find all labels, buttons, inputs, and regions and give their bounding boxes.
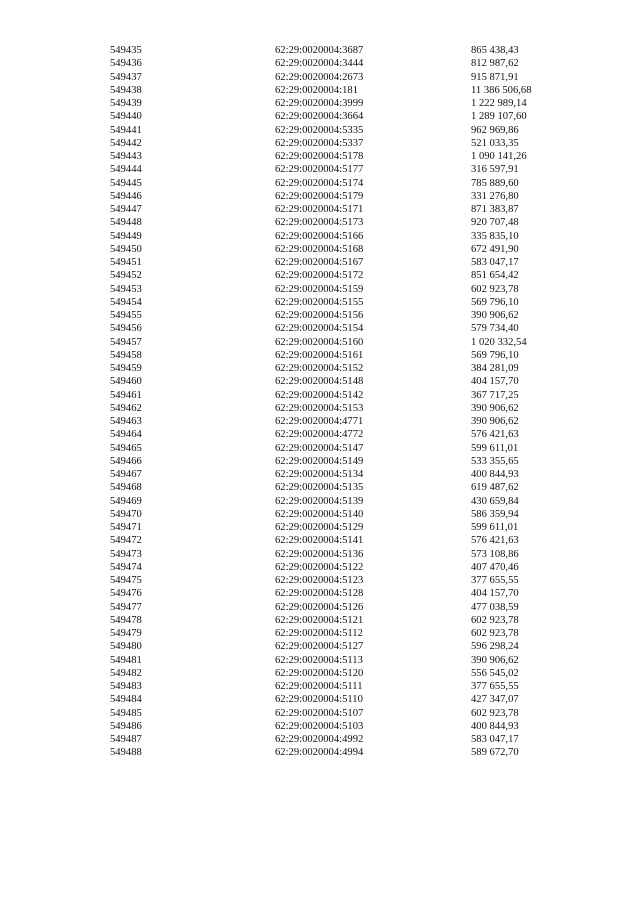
cadastral-value: 586 359,94 bbox=[471, 508, 519, 520]
cadastral-value: 390 906,62 bbox=[471, 654, 519, 666]
cadastral-number: 62:29:0020004:2673 bbox=[275, 71, 364, 83]
cadastral-value: 865 438,43 bbox=[471, 45, 519, 56]
cadastral-number: 62:29:0020004:5174 bbox=[275, 177, 364, 189]
row-number: 549451 bbox=[110, 257, 142, 268]
cadastral-number: 62:29:0020004:4771 bbox=[275, 416, 364, 427]
cadastral-number: 62:29:0020004:181 bbox=[275, 84, 358, 96]
table-row bbox=[110, 640, 590, 653]
cadastral-value: 556 545,02 bbox=[471, 667, 519, 679]
table-row bbox=[110, 177, 590, 190]
cadastral-value: 576 421,63 bbox=[471, 535, 519, 547]
table-row bbox=[110, 389, 590, 402]
table-row bbox=[110, 163, 590, 176]
cadastral-number: 62:29:0020004:5149 bbox=[275, 455, 364, 467]
cadastral-value: 1 020 332,54 bbox=[471, 336, 527, 348]
row-number: 549462 bbox=[110, 402, 142, 414]
cadastral-number: 62:29:0020004:5127 bbox=[275, 641, 364, 653]
table-row bbox=[110, 203, 590, 216]
row-number: 549443 bbox=[110, 151, 142, 162]
cadastral-value: 335 835,10 bbox=[471, 230, 519, 242]
table-row bbox=[110, 693, 590, 706]
table-row bbox=[110, 322, 590, 335]
row-number: 549442 bbox=[110, 137, 142, 149]
cadastral-value: 569 796,10 bbox=[471, 296, 519, 308]
cadastral-value: 1 222 989,14 bbox=[471, 98, 527, 109]
cadastral-value: 812 987,62 bbox=[471, 58, 519, 70]
table-row bbox=[110, 481, 590, 494]
table-row bbox=[110, 296, 590, 309]
row-number: 549468 bbox=[110, 482, 142, 494]
cadastral-value: 915 871,91 bbox=[471, 71, 519, 83]
row-number: 549483 bbox=[110, 681, 142, 692]
cadastral-number: 62:29:0020004:5152 bbox=[275, 363, 364, 374]
cadastral-number: 62:29:0020004:5110 bbox=[275, 694, 363, 706]
cadastral-number: 62:29:0020004:5337 bbox=[275, 137, 364, 149]
row-number: 549447 bbox=[110, 204, 142, 215]
cadastral-value: 569 796,10 bbox=[471, 349, 519, 361]
cadastral-value: 521 033,35 bbox=[471, 137, 519, 149]
cadastral-value: 390 906,62 bbox=[471, 416, 519, 427]
cadastral-number: 62:29:0020004:5111 bbox=[275, 681, 363, 692]
cadastral-number: 62:29:0020004:5177 bbox=[275, 164, 364, 176]
cadastral-value: 785 889,60 bbox=[471, 177, 519, 189]
cadastral-value: 672 491,90 bbox=[471, 243, 519, 255]
row-number: 549437 bbox=[110, 71, 142, 83]
cadastral-number: 62:29:0020004:5167 bbox=[275, 257, 364, 268]
cadastral-number: 62:29:0020004:5141 bbox=[275, 535, 364, 547]
cadastral-value: 407 470,46 bbox=[471, 561, 519, 573]
table-row bbox=[110, 110, 590, 123]
table-row bbox=[110, 349, 590, 362]
table-row bbox=[110, 415, 590, 428]
row-number: 549459 bbox=[110, 363, 142, 374]
row-number: 549448 bbox=[110, 217, 142, 229]
row-number: 549480 bbox=[110, 641, 142, 653]
row-number: 549484 bbox=[110, 694, 142, 706]
table-row bbox=[110, 336, 590, 349]
cadastral-value: 573 108,86 bbox=[471, 548, 519, 560]
cadastral-value: 404 157,70 bbox=[471, 588, 519, 600]
row-number: 549435 bbox=[110, 45, 142, 56]
cadastral-number: 62:29:0020004:5121 bbox=[275, 614, 364, 626]
cadastral-number: 62:29:0020004:5129 bbox=[275, 522, 364, 533]
cadastral-value: 579 734,40 bbox=[471, 323, 519, 335]
cadastral-number: 62:29:0020004:5178 bbox=[275, 151, 364, 162]
row-number: 549471 bbox=[110, 522, 142, 533]
table-row bbox=[110, 84, 590, 97]
cadastral-value: 871 383,87 bbox=[471, 204, 519, 215]
table-row bbox=[110, 216, 590, 229]
cadastral-value: 477 038,59 bbox=[471, 601, 519, 613]
cadastral-value: 920 707,48 bbox=[471, 217, 519, 229]
cadastral-number: 62:29:0020004:5139 bbox=[275, 495, 364, 507]
row-number: 549481 bbox=[110, 654, 142, 666]
cadastral-number: 62:29:0020004:3444 bbox=[275, 58, 364, 70]
table-row bbox=[110, 707, 590, 720]
table-row bbox=[110, 57, 590, 70]
cadastral-value: 596 298,24 bbox=[471, 641, 519, 653]
cadastral-value: 400 844,93 bbox=[471, 720, 519, 732]
row-number: 549441 bbox=[110, 124, 142, 136]
cadastral-value: 583 047,17 bbox=[471, 734, 519, 745]
row-number: 549486 bbox=[110, 720, 142, 732]
cadastral-value: 583 047,17 bbox=[471, 257, 519, 268]
row-number: 549450 bbox=[110, 243, 142, 255]
row-number: 549467 bbox=[110, 469, 142, 480]
row-number: 549439 bbox=[110, 98, 142, 109]
cadastral-value: 599 611,01 bbox=[471, 522, 519, 533]
cadastral-value: 377 655,55 bbox=[471, 575, 519, 586]
cadastral-value: 427 347,07 bbox=[471, 694, 519, 706]
table-row bbox=[110, 614, 590, 627]
cadastral-number: 62:29:0020004:5173 bbox=[275, 217, 364, 229]
row-number: 549485 bbox=[110, 707, 142, 719]
cadastral-number: 62:29:0020004:5168 bbox=[275, 243, 364, 255]
cadastral-number: 62:29:0020004:5128 bbox=[275, 588, 364, 600]
cadastral-number: 62:29:0020004:3999 bbox=[275, 98, 364, 109]
row-number: 549460 bbox=[110, 376, 142, 388]
cadastral-number: 62:29:0020004:5103 bbox=[275, 720, 364, 732]
table-row bbox=[110, 508, 590, 521]
table-row bbox=[110, 44, 590, 57]
row-number: 549438 bbox=[110, 84, 142, 96]
table-row bbox=[110, 375, 590, 388]
cadastral-value: 316 597,91 bbox=[471, 164, 519, 176]
cadastral-number: 62:29:0020004:5123 bbox=[275, 575, 364, 586]
cadastral-value: 962 969,86 bbox=[471, 124, 519, 136]
cadastral-number: 62:29:0020004:5160 bbox=[275, 336, 364, 348]
table-row bbox=[110, 455, 590, 468]
table-row bbox=[110, 230, 590, 243]
row-number: 549440 bbox=[110, 111, 142, 123]
cadastral-number: 62:29:0020004:4772 bbox=[275, 429, 364, 441]
cadastral-number: 62:29:0020004:5120 bbox=[275, 667, 364, 679]
cadastral-value: 11 386 506,68 bbox=[471, 84, 532, 96]
cadastral-value: 602 923,78 bbox=[471, 614, 519, 626]
row-number: 549475 bbox=[110, 575, 142, 586]
table-row bbox=[110, 243, 590, 256]
row-number: 549479 bbox=[110, 628, 142, 639]
cadastral-value: 576 421,63 bbox=[471, 429, 519, 441]
row-number: 549455 bbox=[110, 310, 142, 321]
row-number: 549454 bbox=[110, 296, 142, 308]
table-row bbox=[110, 283, 590, 296]
cadastral-number: 62:29:0020004:5155 bbox=[275, 296, 364, 308]
table-row bbox=[110, 124, 590, 137]
row-number: 549473 bbox=[110, 548, 142, 560]
cadastral-number: 62:29:0020004:5154 bbox=[275, 323, 364, 335]
cadastral-number: 62:29:0020004:5172 bbox=[275, 270, 364, 282]
cadastral-value: 1 289 107,60 bbox=[471, 111, 527, 123]
cadastral-number: 62:29:0020004:5171 bbox=[275, 204, 364, 215]
table-row bbox=[110, 680, 590, 693]
cadastral-number: 62:29:0020004:5335 bbox=[275, 124, 364, 136]
cadastral-number: 62:29:0020004:5136 bbox=[275, 548, 364, 560]
row-number: 549488 bbox=[110, 747, 142, 759]
cadastral-number: 62:29:0020004:5112 bbox=[275, 628, 363, 639]
cadastral-number: 62:29:0020004:3687 bbox=[275, 45, 364, 56]
row-number: 549458 bbox=[110, 349, 142, 361]
table-row bbox=[110, 667, 590, 680]
table-row bbox=[110, 402, 590, 415]
cadastral-value: 377 655,55 bbox=[471, 681, 519, 692]
row-number: 549470 bbox=[110, 508, 142, 520]
cadastral-value: 619 487,62 bbox=[471, 482, 519, 494]
table-row bbox=[110, 733, 590, 746]
cadastral-number: 62:29:0020004:3664 bbox=[275, 111, 364, 123]
table-row bbox=[110, 309, 590, 322]
cadastral-number: 62:29:0020004:5122 bbox=[275, 561, 364, 573]
row-number: 549487 bbox=[110, 734, 142, 745]
cadastral-value: 602 923,78 bbox=[471, 707, 519, 719]
cadastral-number: 62:29:0020004:5107 bbox=[275, 707, 364, 719]
cadastral-value: 1 090 141,26 bbox=[471, 151, 527, 162]
row-number: 549465 bbox=[110, 442, 142, 454]
row-number: 549456 bbox=[110, 323, 142, 335]
cadastral-value: 390 906,62 bbox=[471, 402, 519, 414]
table-row bbox=[110, 150, 590, 163]
row-number: 549446 bbox=[110, 190, 142, 202]
table-row bbox=[110, 137, 590, 150]
cadastral-number: 62:29:0020004:5135 bbox=[275, 482, 364, 494]
cadastral-number: 62:29:0020004:5156 bbox=[275, 310, 364, 321]
row-number: 549482 bbox=[110, 667, 142, 679]
cadastral-number: 62:29:0020004:5134 bbox=[275, 469, 364, 480]
cadastral-number: 62:29:0020004:5140 bbox=[275, 508, 364, 520]
row-number: 549476 bbox=[110, 588, 142, 600]
cadastral-value: 400 844,93 bbox=[471, 469, 519, 480]
cadastral-value: 430 659,84 bbox=[471, 495, 519, 507]
cadastral-number: 62:29:0020004:5161 bbox=[275, 349, 364, 361]
row-number: 549478 bbox=[110, 614, 142, 626]
row-number: 549472 bbox=[110, 535, 142, 547]
row-number: 549453 bbox=[110, 283, 142, 295]
cadastral-value: 602 923,78 bbox=[471, 283, 519, 295]
table-row bbox=[110, 269, 590, 282]
table-row bbox=[110, 587, 590, 600]
table-row bbox=[110, 442, 590, 455]
table-row bbox=[110, 468, 590, 481]
cadastral-value: 384 281,09 bbox=[471, 363, 519, 374]
table-row bbox=[110, 521, 590, 534]
row-number: 549436 bbox=[110, 58, 142, 70]
table-row bbox=[110, 495, 590, 508]
cadastral-number: 62:29:0020004:5179 bbox=[275, 190, 364, 202]
cadastral-number: 62:29:0020004:5153 bbox=[275, 402, 364, 414]
cadastral-value: 367 717,25 bbox=[471, 389, 519, 401]
table-row bbox=[110, 574, 590, 587]
row-number: 549452 bbox=[110, 270, 142, 282]
cadastral-number: 62:29:0020004:5113 bbox=[275, 654, 363, 666]
table-row bbox=[110, 601, 590, 614]
table-row bbox=[110, 97, 590, 110]
table-row bbox=[110, 627, 590, 640]
table-row bbox=[110, 654, 590, 667]
row-number: 549449 bbox=[110, 230, 142, 242]
table-row bbox=[110, 746, 590, 759]
cadastral-value: 331 276,80 bbox=[471, 190, 519, 202]
row-number: 549477 bbox=[110, 601, 142, 613]
row-number: 549444 bbox=[110, 164, 142, 176]
row-number: 549466 bbox=[110, 455, 142, 467]
cadastral-value: 404 157,70 bbox=[471, 376, 519, 388]
cadastral-number: 62:29:0020004:5159 bbox=[275, 283, 364, 295]
cadastral-value: 602 923,78 bbox=[471, 628, 519, 639]
table-row bbox=[110, 428, 590, 441]
cadastral-value: 533 355,65 bbox=[471, 455, 519, 467]
table-row bbox=[110, 256, 590, 269]
table-row bbox=[110, 720, 590, 733]
cadastral-number: 62:29:0020004:5126 bbox=[275, 601, 364, 613]
cadastral-number: 62:29:0020004:4992 bbox=[275, 734, 364, 745]
row-number: 549464 bbox=[110, 429, 142, 441]
table-row bbox=[110, 71, 590, 84]
table-row bbox=[110, 362, 590, 375]
cadastral-value: 599 611,01 bbox=[471, 442, 519, 454]
cadastral-number: 62:29:0020004:5147 bbox=[275, 442, 364, 454]
cadastral-number: 62:29:0020004:4994 bbox=[275, 747, 364, 759]
row-number: 549474 bbox=[110, 561, 142, 573]
table-row bbox=[110, 561, 590, 574]
table-row bbox=[110, 548, 590, 561]
row-number: 549463 bbox=[110, 416, 142, 427]
cadastral-value: 390 906,62 bbox=[471, 310, 519, 321]
cadastral-number: 62:29:0020004:5166 bbox=[275, 230, 364, 242]
cadastral-value: 589 672,70 bbox=[471, 747, 519, 759]
cadastral-number: 62:29:0020004:5142 bbox=[275, 389, 364, 401]
row-number: 549457 bbox=[110, 336, 142, 348]
row-number: 549469 bbox=[110, 495, 142, 507]
data-table bbox=[110, 44, 590, 760]
row-number: 549445 bbox=[110, 177, 142, 189]
cadastral-value: 851 654,42 bbox=[471, 270, 519, 282]
cadastral-number: 62:29:0020004:5148 bbox=[275, 376, 364, 388]
table-row bbox=[110, 190, 590, 203]
row-number: 549461 bbox=[110, 389, 142, 401]
table-row bbox=[110, 534, 590, 547]
